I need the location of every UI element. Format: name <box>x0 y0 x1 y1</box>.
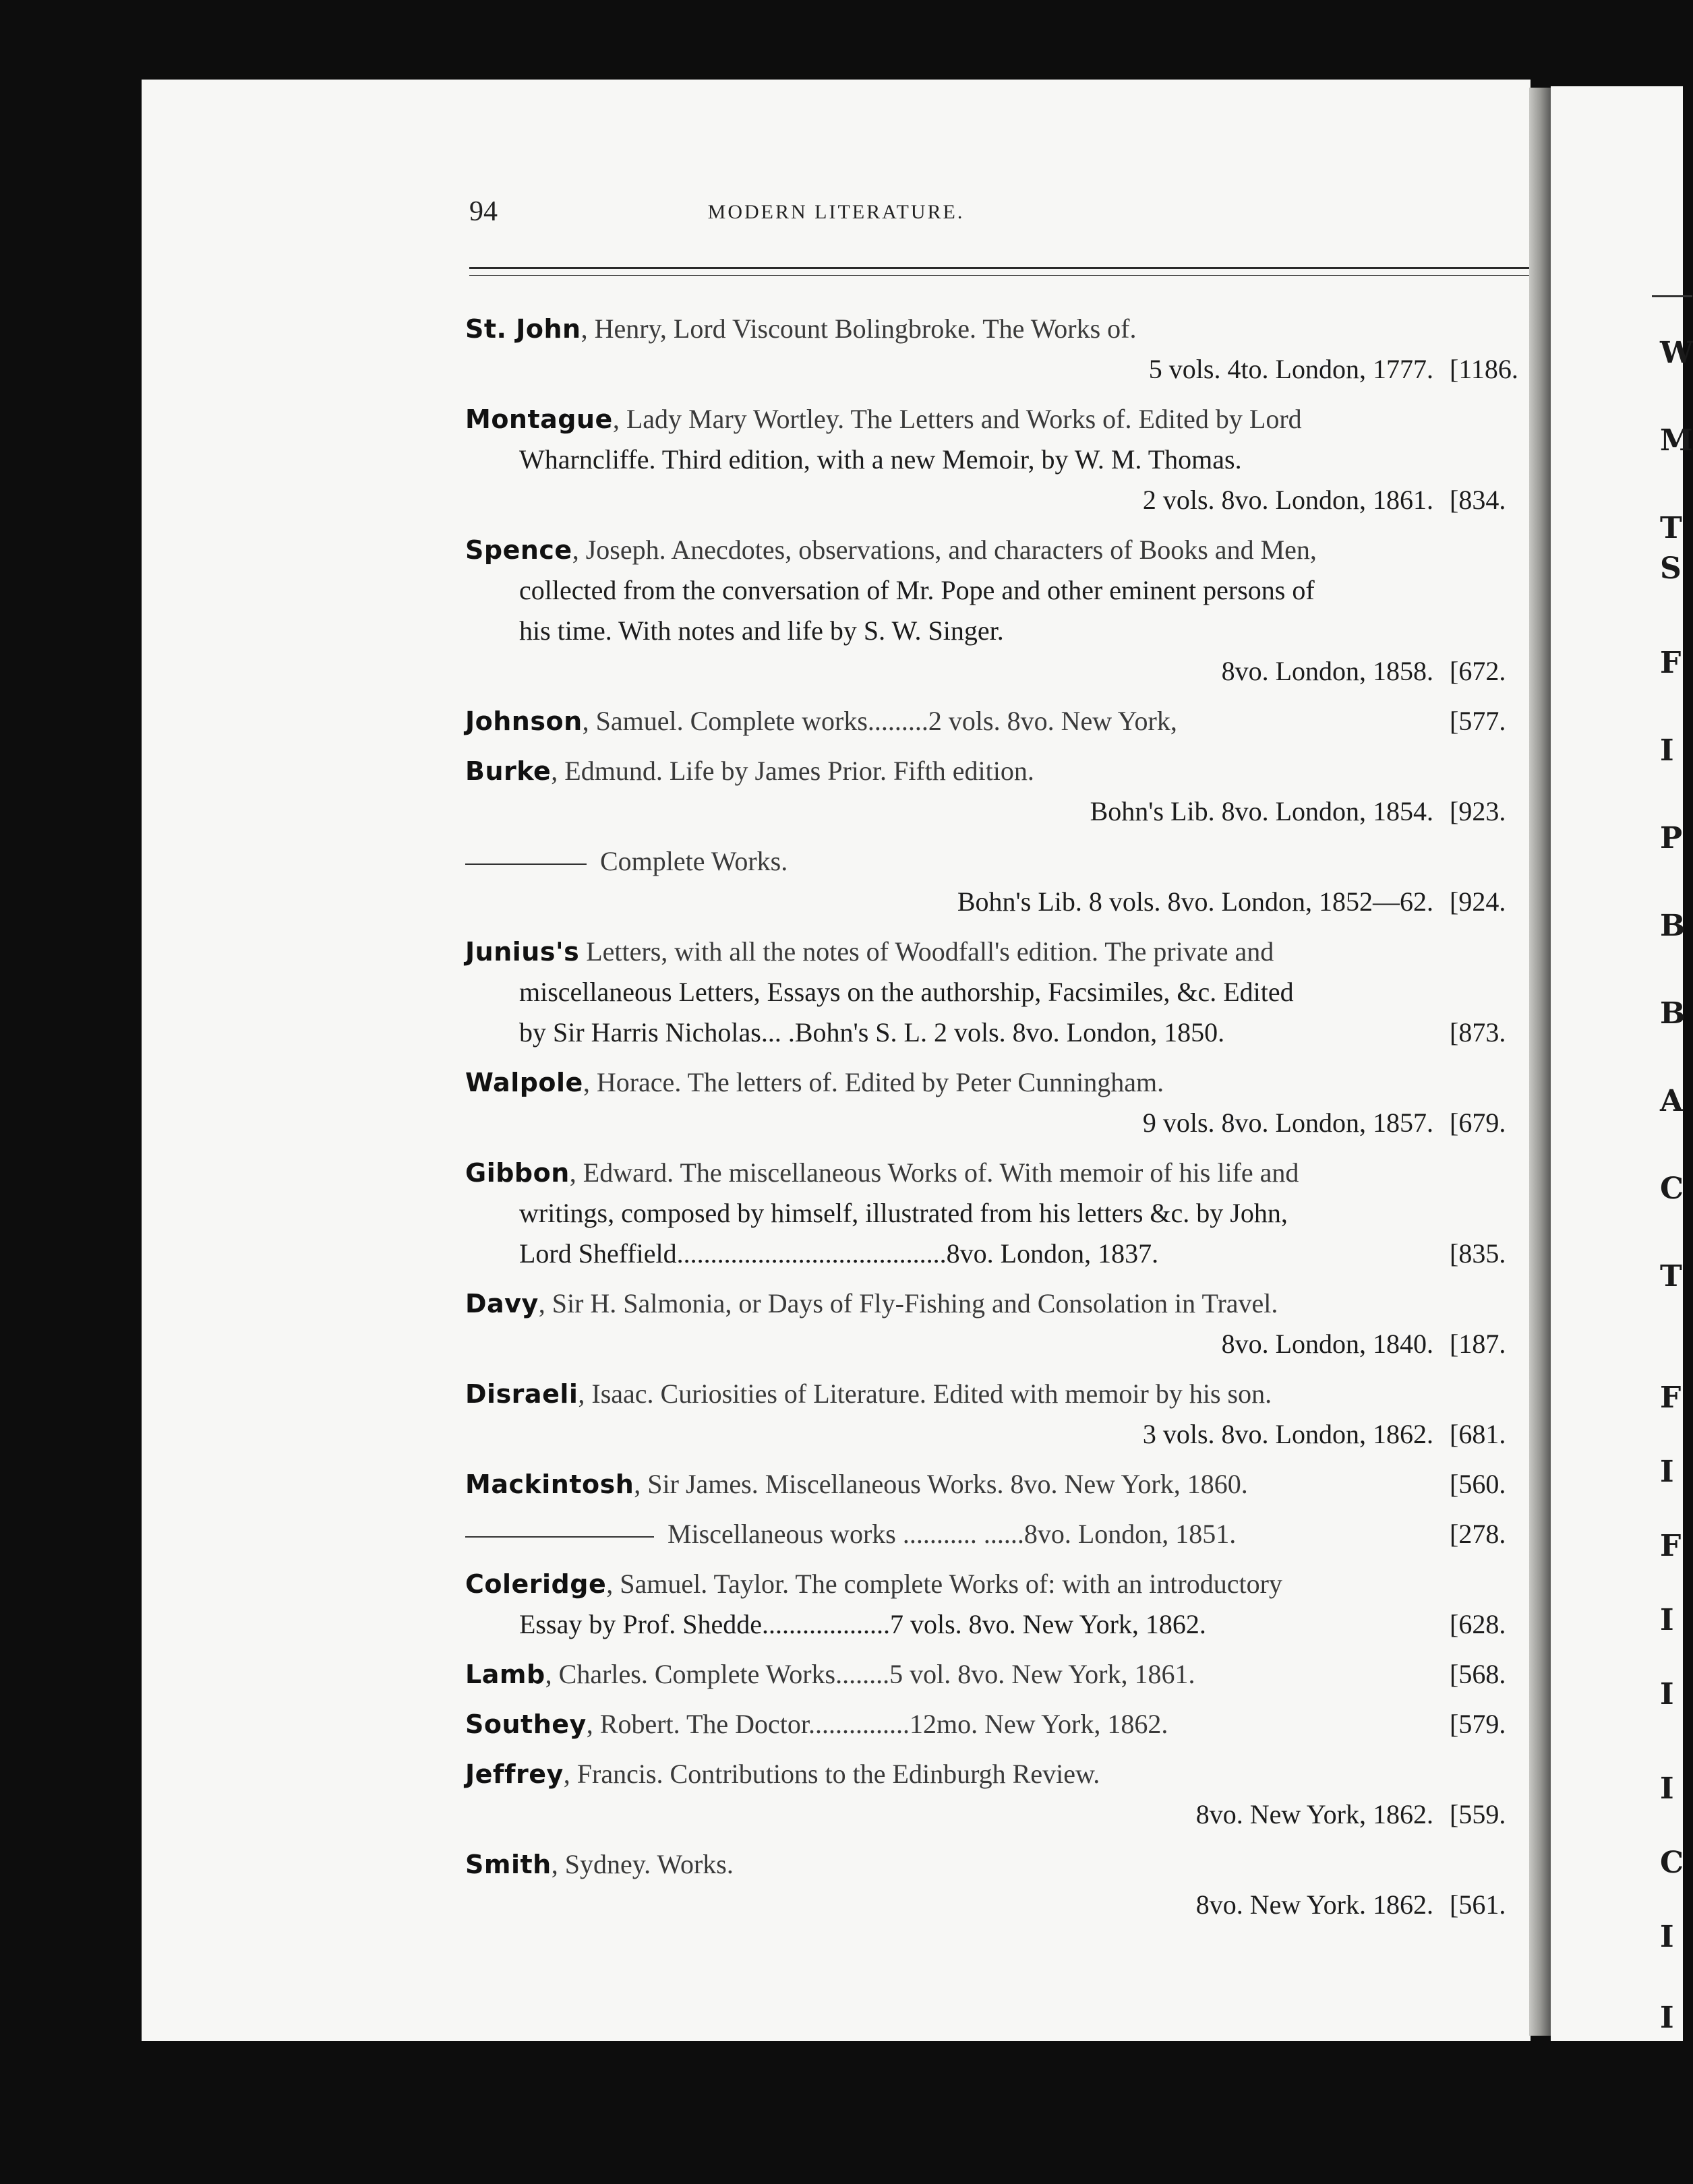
entry-text: , Lady Mary Wortley. The Letters and Works of. Edited by Lord <box>612 404 1302 434</box>
publication-details: 9 vols. 8vo. London, 1857. <box>1142 1108 1433 1138</box>
facing-page-letter: I <box>1660 1771 1674 1806</box>
facing-page-rule <box>1652 295 1692 297</box>
entry-text: , Samuel. Taylor. The complete Works of: with an introductory <box>606 1569 1282 1599</box>
entry-text: Complete Works. <box>600 846 788 876</box>
page-header <box>142 195 1531 249</box>
bibliography-entry <box>465 1654 1544 1695</box>
entry-text: , Isaac. Curiosities of Literature. Edited with memoir by his son. <box>578 1378 1272 1409</box>
entry-reference-number: [278. <box>1450 1519 1506 1549</box>
entry-text: , Samuel. Complete works.........2 vols. 8vo. New York, <box>582 706 1177 736</box>
facing-page-letter: B <box>1660 996 1686 1031</box>
entry-author: Davy <box>465 1289 539 1318</box>
entry-reference-number: [672. <box>1450 656 1506 686</box>
facing-page-letter: I <box>1660 1603 1674 1637</box>
entry-reference-number: [559. <box>1450 1799 1506 1829</box>
entry-publication <box>465 882 1544 922</box>
entry-continuation: his time. With notes and life by S. W. Singer. <box>519 615 1004 646</box>
publication-details: 3 vols. 8vo. London, 1862. <box>1142 1419 1433 1449</box>
bibliography-entry <box>465 932 1544 1053</box>
publication-details: Bohn's Lib. 8 vols. 8vo. London, 1852—62. <box>957 886 1433 917</box>
entry-author: Southey <box>465 1709 587 1739</box>
entry-text: , Sir H. Salmonia, or Days of Fly-Fishing and Consolation in Travel. <box>538 1288 1278 1318</box>
entry-author: Junius's <box>465 937 580 967</box>
facing-page-letter: A <box>1660 1084 1684 1118</box>
facing-page-letter: F <box>1660 646 1682 680</box>
entry-text: , Sydney. Works. <box>551 1849 734 1879</box>
entry-reference-number: [835. <box>1450 1238 1506 1269</box>
entry-author: Smith <box>465 1850 552 1879</box>
publication-details: Bohn's Lib. 8vo. London, 1854. <box>1090 796 1433 826</box>
entry-author: Lamb <box>465 1660 545 1689</box>
facing-page-letter: C <box>1660 1172 1684 1206</box>
entry-text: Miscellaneous works ........... ......8vo. London, 1851. <box>667 1519 1237 1549</box>
bibliography-entry <box>465 1283 1544 1364</box>
header-rule <box>469 267 1575 269</box>
entry-publication <box>465 1414 1544 1455</box>
bibliography-entry <box>465 751 1544 832</box>
entry-author: Walpole <box>465 1068 583 1097</box>
publication-details: 8vo. London, 1858. <box>1221 656 1433 686</box>
entry-reference-number: [561. <box>1450 1889 1506 1920</box>
entry-reference-number: [679. <box>1450 1108 1506 1138</box>
entry-text: , Joseph. Anecdotes, observations, and characters of Books and Men, <box>572 535 1317 565</box>
facing-page-fragment <box>1551 86 1693 2041</box>
entry-continuation: by Sir Harris Nicholas... .Bohn's S. L. 2 vols. 8vo. London, 1850. <box>519 1017 1225 1048</box>
entry-publication <box>465 651 1544 692</box>
bibliography-entry <box>465 1754 1544 1835</box>
facing-page-letter: I <box>1660 1455 1674 1489</box>
entry-publication <box>465 1103 1544 1143</box>
ditto-dash <box>465 1536 654 1538</box>
bibliography-entry <box>465 1704 1544 1745</box>
bibliography-entry <box>465 1374 1544 1455</box>
entry-reference-number: [560. <box>1450 1469 1506 1499</box>
entry-reference-number: [628. <box>1450 1609 1506 1639</box>
entry-continuation: Wharncliffe. Third edition, with a new Memoir, by W. M. Thomas. <box>519 444 1242 475</box>
bibliography-list <box>465 309 1544 1935</box>
entry-continuation: Lord Sheffield........................................8vo. London, 1837. <box>519 1238 1159 1269</box>
facing-page-letter: T <box>1660 511 1682 545</box>
entry-continuation: Essay by Prof. Shedde...................7 vols. 8vo. New York, 1862. <box>519 1609 1206 1639</box>
facing-page-letter: I <box>1660 733 1674 768</box>
entry-reference-number: [577. <box>1450 706 1506 736</box>
facing-page-letter: M <box>1660 423 1693 458</box>
entry-author: Gibbon <box>465 1158 570 1188</box>
bibliography-entry <box>465 1062 1544 1143</box>
bibliography-entry <box>465 399 1544 520</box>
entry-text: , Horace. The letters of. Edited by Peter Cunningham. <box>583 1067 1164 1097</box>
entry-reference-number: [834. <box>1450 485 1506 515</box>
bibliography-entry <box>465 1564 1544 1645</box>
bibliography-entry <box>465 530 1544 692</box>
publication-details: 8vo. New York. 1862. <box>1195 1889 1433 1920</box>
entry-publication <box>465 1324 1544 1364</box>
page-number: 94 <box>469 196 498 227</box>
entry-text: , Sir James. Miscellaneous Works. 8vo. New York, 1860. <box>634 1469 1248 1499</box>
bibliography-entry <box>465 1514 1544 1554</box>
facing-page-letter: F <box>1660 1529 1682 1563</box>
entry-author: Jeffrey <box>465 1759 564 1789</box>
facing-page-letter: B <box>1660 909 1686 943</box>
entry-text: , Charles. Complete Works........5 vol. 8vo. New York, 1861. <box>545 1659 1195 1689</box>
entry-author: Johnson <box>465 706 583 736</box>
publication-details: 5 vols. 4to. London, 1777. <box>1148 354 1433 384</box>
entry-reference-number: [579. <box>1450 1709 1506 1739</box>
bibliography-entry <box>465 309 1544 390</box>
ditto-dash <box>465 863 587 865</box>
entry-author: Burke <box>465 756 552 786</box>
entry-continuation: miscellaneous Letters, Essays on the authorship, Facsimiles, &c. Edited <box>519 977 1294 1007</box>
entry-text: , Edward. The miscellaneous Works of. With memoir of his life and <box>569 1157 1299 1188</box>
entry-reference-number: [681. <box>1450 1419 1506 1449</box>
facing-page-letter: W <box>1660 336 1693 370</box>
facing-page-letter: P <box>1660 821 1683 855</box>
entry-reference-number: [1186. <box>1450 354 1518 384</box>
entry-publication <box>465 1794 1544 1835</box>
entry-publication <box>465 791 1544 832</box>
facing-page-letter: I <box>1660 1920 1674 1954</box>
entry-author: Spence <box>465 535 572 565</box>
facing-page-letter: I <box>1660 2001 1674 2035</box>
entry-publication <box>465 480 1544 520</box>
entry-text: , Francis. Contributions to the Edinburgh Review. <box>563 1759 1100 1789</box>
entry-text: , Edmund. Life by James Prior. Fifth edition. <box>551 756 1034 786</box>
entry-publication <box>465 349 1544 390</box>
entry-text: , Henry, Lord Viscount Bolingbroke. The Works of. <box>581 313 1137 344</box>
book-page <box>142 80 1531 2041</box>
publication-details: 2 vols. 8vo. London, 1861. <box>1142 485 1433 515</box>
entry-reference-number: [923. <box>1450 796 1506 826</box>
entry-text: Letters, with all the notes of Woodfall's edition. The private and <box>579 936 1274 967</box>
entry-reference-number: [873. <box>1450 1017 1506 1048</box>
entry-reference-number: [924. <box>1450 886 1506 917</box>
entry-author: Mackintosh <box>465 1469 634 1499</box>
entry-author: Coleridge <box>465 1569 607 1599</box>
bibliography-entry <box>465 1844 1544 1925</box>
bibliography-entry <box>465 1153 1544 1274</box>
bibliography-entry <box>465 1464 1544 1505</box>
entry-author: St. John <box>465 314 581 344</box>
facing-page-letter: C <box>1660 1846 1684 1880</box>
entry-continuation: writings, composed by himself, illustrated from his letters &c. by John, <box>519 1198 1288 1228</box>
entry-author: Disraeli <box>465 1379 578 1409</box>
entry-reference-number: [187. <box>1450 1329 1506 1359</box>
entry-continuation: collected from the conversation of Mr. Pope and other eminent persons of <box>519 575 1315 605</box>
publication-details: 8vo. London, 1840. <box>1221 1329 1433 1359</box>
facing-page-letter: I <box>1660 1677 1674 1711</box>
facing-page-letter: S <box>1660 551 1682 586</box>
entry-reference-number: [568. <box>1450 1659 1506 1689</box>
bibliography-entry <box>465 841 1544 922</box>
page-edge <box>1529 88 1551 2036</box>
entry-publication <box>465 1885 1544 1925</box>
running-title: MODERN LITERATURE. <box>707 201 965 223</box>
facing-page-letter: F <box>1660 1381 1682 1415</box>
publication-details: 8vo. New York, 1862. <box>1195 1799 1433 1829</box>
facing-page-letter: T <box>1660 1259 1682 1294</box>
entry-text: , Robert. The Doctor...............12mo. New York, 1862. <box>586 1709 1168 1739</box>
entry-author: Montague <box>465 404 613 434</box>
header-rule-thin <box>469 275 1575 276</box>
bibliography-entry <box>465 701 1544 741</box>
